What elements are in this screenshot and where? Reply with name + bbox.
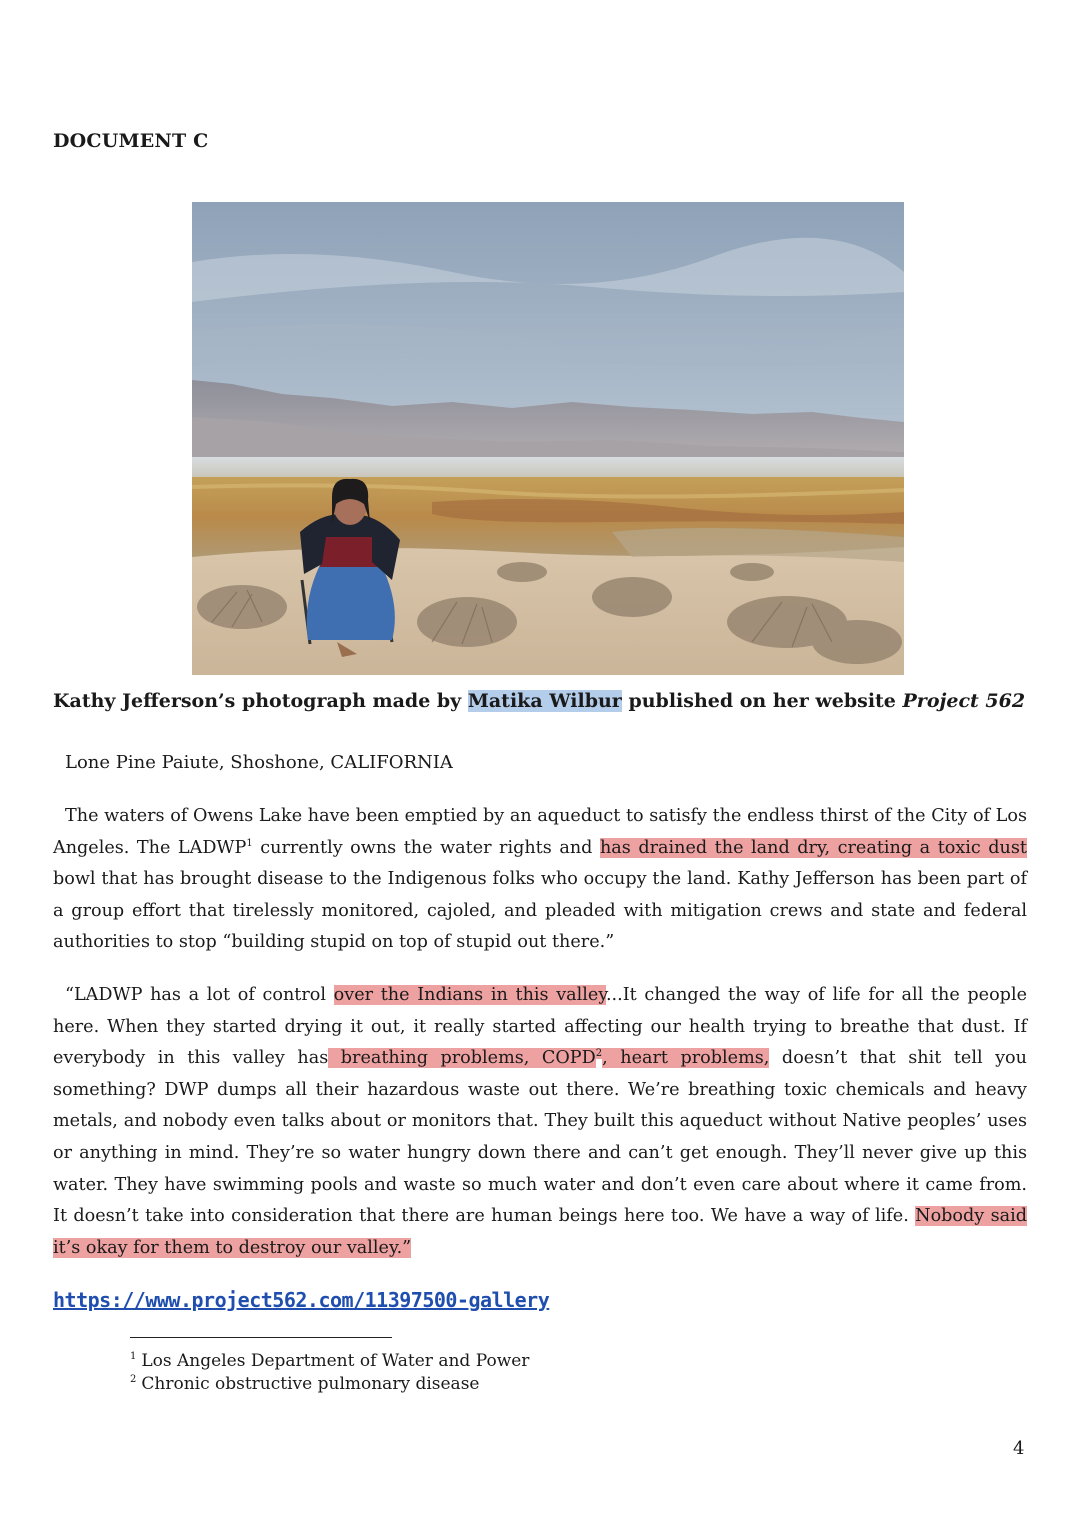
caption-text-part1: Kathy Jefferson’s photograph made by xyxy=(53,690,468,712)
photograph xyxy=(192,202,904,675)
source-link[interactable]: https://www.project562.com/11397500-gallery xyxy=(53,1288,550,1312)
paragraph-2 xyxy=(53,980,1027,1264)
p1-text-c: bowl that has brought disease to the Indigenous folks who occupy the land. Kathy Jefferson has been part of a group effort that tirelessly monitored, cajoled, and pleaded with mitigation crews and state and federal authorities to stop “building stupid on top of stupid out there.” xyxy=(53,869,1027,953)
location-subtitle: Lone Pine Paiute, Shoshone, CALIFORNIA xyxy=(65,752,453,773)
p2-text-b: ...It changed the way of life for all the people here. When they started drying it out, it really started affecting our health trying to breathe that dust. If everybody in this valley has xyxy=(53,985,1027,1069)
footnote-1-text: Los Angeles Department of Water and Power xyxy=(141,1351,530,1371)
document-heading: DOCUMENT C xyxy=(53,130,209,152)
p2-highlight-3: Nobody said it’s okay for them to destroy our valley.” xyxy=(53,1206,1027,1258)
paragraph-1 xyxy=(53,801,1027,959)
p2-text-c: doesn’t that shit tell you something? DWP dumps all their hazardous waste out there. We’re breathing toxic chemicals and heavy metals, and nobody even talks about or monitors that. They built this aqueduct without Native peoples’ uses or anything in mind. They’re so water hungry down there and can’t get enough. They’ll never give up this water. They have swimming pools and waste so much water and don’t even care about where it came from. It doesn’t take into consideration that there are human beings here too. We have a way of life. xyxy=(53,1048,1027,1227)
footnote-2-num: 2 xyxy=(130,1374,137,1386)
caption-highlight-author: Matika Wilbur xyxy=(467,690,622,712)
page-number: 4 xyxy=(1013,1438,1025,1459)
p1-highlight-1: has drained the land dry, creating a toxic dust xyxy=(599,837,1027,858)
photo-caption xyxy=(53,690,1025,712)
footnote-2-text: Chronic obstructive pulmonary disease xyxy=(141,1374,480,1394)
footnote-divider xyxy=(130,1337,392,1338)
footnote-1-num: 1 xyxy=(130,1351,137,1363)
p2-highlight-2b: , heart problems, xyxy=(602,1048,770,1069)
p2-highlight-2a: breathing problems, COPD xyxy=(328,1048,596,1069)
footnote-ref-2: 2 xyxy=(595,1048,603,1060)
p1-text-b: currently owns the water rights and xyxy=(252,837,600,858)
footnote-2 xyxy=(130,1373,479,1395)
footnote-1 xyxy=(130,1350,529,1372)
footnote-ref-1: 1 xyxy=(246,837,253,849)
p2-text-a: “LADWP has a lot of control xyxy=(65,985,334,1005)
p2-highlight-1: over the Indians in this valley xyxy=(333,985,606,1005)
p1-text-a: The waters of Owens Lake have been emptied by an aqueduct to satisfy the endless thirst of the City of Los Angeles. The LADWP xyxy=(53,806,1027,858)
caption-text-part2: published on her website xyxy=(621,690,903,712)
caption-website-title: Project 562 xyxy=(902,690,1026,712)
photo-image xyxy=(192,202,904,675)
